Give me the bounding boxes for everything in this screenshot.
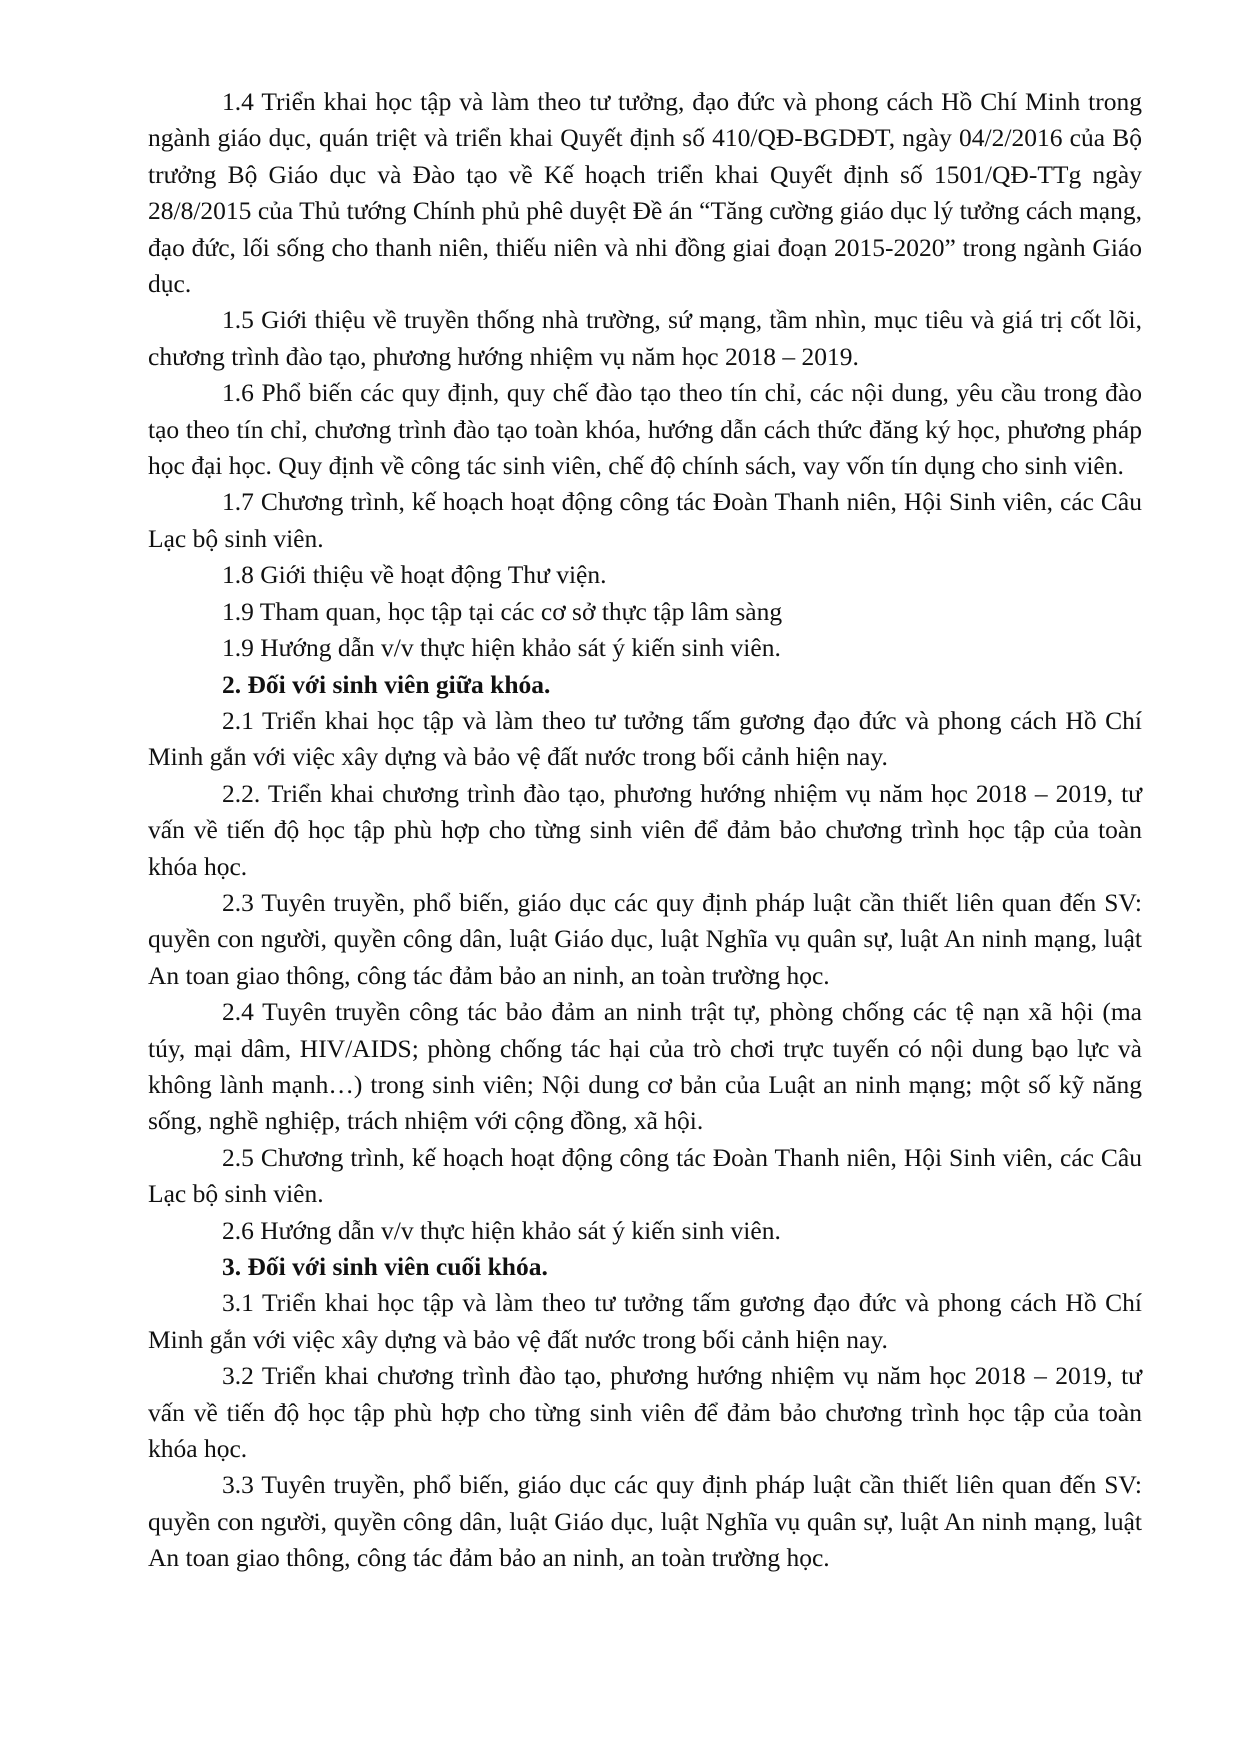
paragraph-2-6: 2.6 Hướng dẫn v/v thực hiện khảo sát ý kiến sinh viên. [222, 1215, 781, 1245]
paragraph-3-1: 3.1 Triển khai học tập và làm theo tư tưởng tấm gương đạo đức và phong cách Hồ Chí Minh gắn với việc xây dựng và bảo vệ đất nước trong bối cảnh hiện nay. [148, 1288, 1142, 1354]
paragraph-3-2: 3.2 Triển khai chương trình đào tạo, phương hướng nhiệm vụ năm học 2018 – 2019, tư vấn về tiến độ học tập phù hợp cho từng sinh viên để đảm bảo chương trình học tập của toàn khóa học. [148, 1361, 1142, 1464]
paragraph-2-4: 2.4 Tuyên truyền công tác bảo đảm an ninh trật tự, phòng chống các tệ nạn xã hội (ma túy, mại dâm, HIV/AIDS; phòng chống tác hại của trò chơi trực tuyến có nội dung bạo lực và không lành mạnh…) trong sinh viên; Nội dung cơ bản của Luật an ninh mạng; một số kỹ năng sống, nghề nghiệp, trách nhiệm với cộng đồng, xã hội. [148, 997, 1142, 1136]
paragraph-3-3: 3.3 Tuyên truyền, phổ biến, giáo dục các quy định pháp luật cần thiết liên quan đến SV: quyền con người, quyền công dân, luật Giáo dục, luật Nghĩa vụ quân sự, luật An ninh mạng, luật An toan giao thông, công tác đảm bảo an ninh, an toàn trường học. [148, 1470, 1142, 1573]
paragraph-1-6: 1.6 Phổ biến các quy định, quy chế đào tạo theo tín chỉ, các nội dung, yêu cầu trong đào tạo theo tín chỉ, chương trình đào tạo toàn khóa, hướng dẫn cách thức đăng ký học, phương pháp học đại học. Quy định về công tác sinh viên, chế độ chính sách, vay vốn tín dụng cho sinh viên. [148, 378, 1142, 481]
paragraph-1-9-survey: 1.9 Hướng dẫn v/v thực hiện khảo sát ý kiến sinh viên. [222, 633, 781, 663]
paragraph-1-9-tour: 1.9 Tham quan, học tập tại các cơ sở thực tập lâm sàng [222, 596, 783, 626]
paragraph-2-2: 2.2. Triển khai chương trình đào tạo, phương hướng nhiệm vụ năm học 2018 – 2019, tư vấn về tiến độ học tập phù hợp cho từng sinh viên để đảm bảo chương trình học tập của toàn khóa học. [148, 778, 1142, 881]
paragraph-2-1: 2.1 Triển khai học tập và làm theo tư tưởng tấm gương đạo đức và phong cách Hồ Chí Minh gắn với việc xây dựng và bảo vệ đất nước trong bối cảnh hiện nay. [148, 705, 1142, 772]
paragraph-1-8: 1.8 Giới thiệu về hoạt động Thư viện. [222, 560, 607, 590]
paragraph-1-4: 1.4 Triển khai học tập và làm theo tư tưởng, đạo đức và phong cách Hồ Chí Minh trong ngành giáo dục, quán triệt và triển khai Quyết định số 410/QĐ-BGDĐT, ngày 04/2/2016 của Bộ trưởng Bộ Giáo dục và Đào tạo về Kế hoạch triển khai Quyết định số 1501/QĐ-TTg ngày 28/8/2015 của Thủ tướng Chính phủ phê duyệt Đề án “Tăng cường giáo dục lý tưởng cách mạng, đạo đức, lối sống cho thanh niên, thiếu niên và nhi đồng giai đoạn 2015-2020” trong ngành Giáo dục. [148, 87, 1142, 299]
section-heading-3: 3. Đối với sinh viên cuối khóa. [222, 1252, 548, 1281]
document-page [148, 84, 1142, 1577]
section-heading-2: 2. Đối với sinh viên giữa khóa. [222, 669, 551, 699]
paragraph-1-5: 1.5 Giới thiệu về truyền thống nhà trường, sứ mạng, tầm nhìn, mục tiêu và giá trị cốt lõi, chương trình đào tạo, phương hướng nhiệm vụ năm học 2018 – 2019. [148, 305, 1142, 371]
paragraph-2-5: 2.5 Chương trình, kế hoạch hoạt động công tác Đoàn Thanh niên, Hội Sinh viên, các Câu Lạc bộ sinh viên. [148, 1142, 1142, 1209]
paragraph-2-3: 2.3 Tuyên truyền, phổ biến, giáo dục các quy định pháp luật cần thiết liên quan đến SV: quyền con người, quyền công dân, luật Giáo dục, luật Nghĩa vụ quân sự, luật An ninh mạng, luật An toan giao thông, công tác đảm bảo an ninh, an toàn trường học. [148, 887, 1142, 990]
paragraph-1-7: 1.7 Chương trình, kế hoạch hoạt động công tác Đoàn Thanh niên, Hội Sinh viên, các Câu Lạc bộ sinh viên. [148, 487, 1142, 553]
